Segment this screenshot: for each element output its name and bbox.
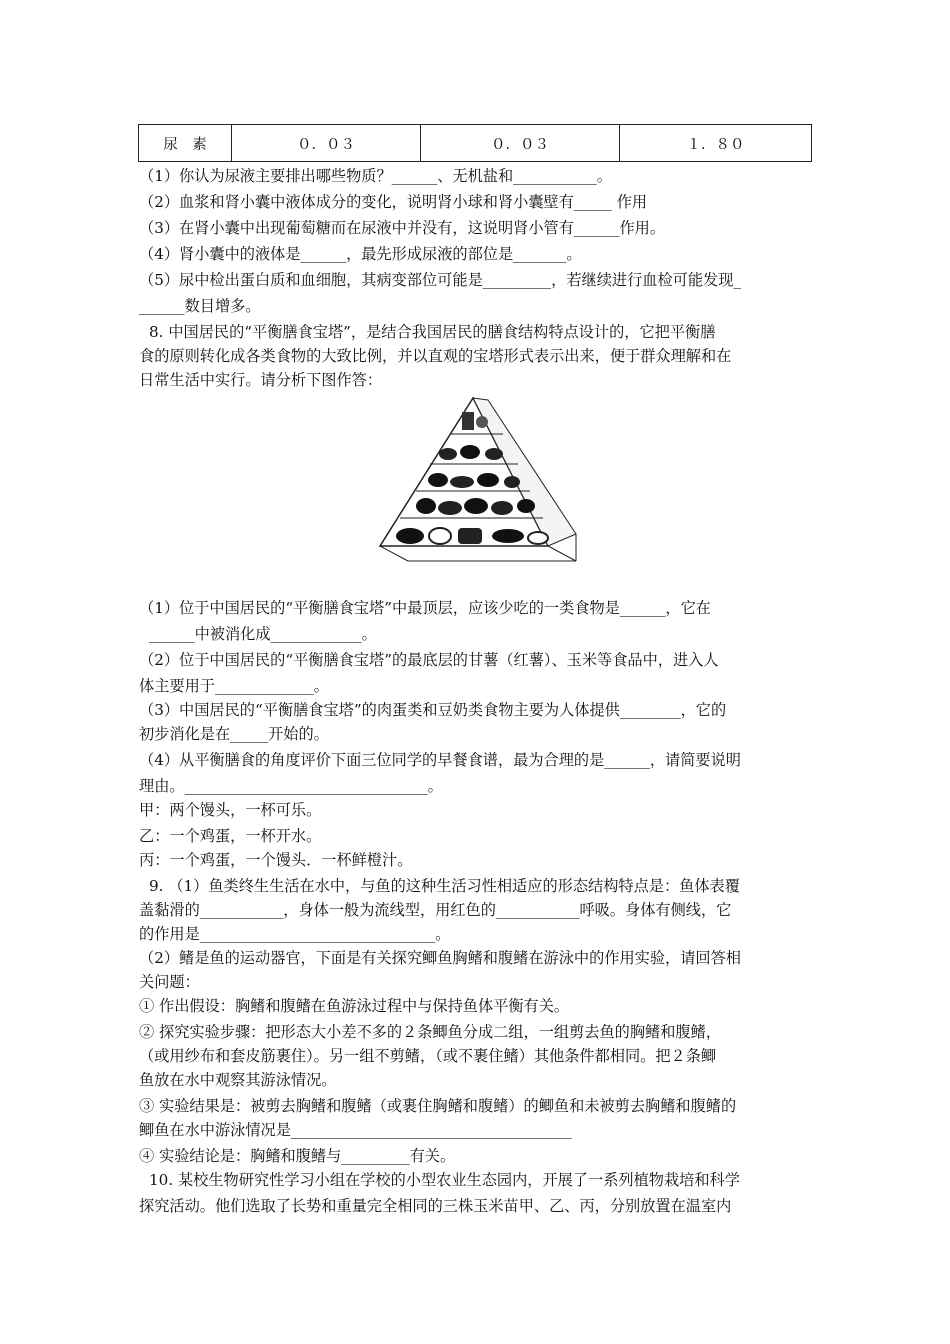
q8-part3: （3）中国居民的“平衡膳食宝塔”的肉蛋类和豆奶类食物主要为人体提供________，它的	[139, 701, 727, 719]
q9-part2-cont: 关问题：	[139, 973, 200, 991]
q7-part4: （4）肾小囊中的液体是______，最先形成尿液的部位是_______。	[139, 245, 582, 263]
q8-part2-cont: 体主要用于_____________。	[139, 677, 329, 695]
q9-result-cont: 鲫鱼在水中游泳情况是_____________________________________	[139, 1121, 572, 1139]
q8-part1: （1）位于中国居民的“平衡膳食宝塔”中最顶层，应该少吃的一类食物是______，它在	[139, 599, 711, 617]
q7-part5-cont: ______数目增多。	[139, 297, 261, 315]
table-cell: ０．０３	[421, 125, 620, 162]
urine-table	[138, 124, 812, 162]
q9-part1: 9. （1）鱼类终生生活在水中，与鱼的这种生活习性相适应的形态结构特点是：鱼体表覆	[149, 877, 740, 895]
q9-steps-cont: （或用纱布和套皮筋裹住）。另一组不剪鳍，（或不裹住鳍）其他条件都相同。把２条鲫	[139, 1047, 717, 1065]
q9-conclusion: ④ 实验结论是：胸鳍和腹鳍与_________有关。	[139, 1147, 456, 1165]
q9-part1-cont: 盖黏滑的___________，身体一般为流线型，用红色的___________呼吸。身体有侧线，它	[139, 901, 732, 919]
q8-part4-cont: 理由。________________________________。	[139, 777, 443, 795]
q8-intro-cont: 食的原则转化成各类食物的大致比例，并以直观的宝塔形式表示出来，便于群众理解和在	[139, 347, 732, 365]
q9-steps: ② 探究实验步骤：把形态大小差不多的２条鲫鱼分成二组，一组剪去鱼的胸鳍和腹鳍，	[139, 1023, 721, 1041]
q10-intro: 10. 某校生物研究性学习小组在学校的小型农业生态园内，开展了一系列植物栽培和科学	[149, 1171, 740, 1189]
q7-part5: （5）尿中检出蛋白质和血细胞，其病变部位可能是_________，若继续进行血检可能发现_	[139, 271, 741, 289]
menu-yi: 乙：一个鸡蛋，一杯开水。	[139, 827, 322, 845]
q8-part3-cont: 初步消化是在_____开始的。	[139, 725, 329, 743]
q9-part1-cont: 的作用是_______________________________。	[139, 925, 451, 943]
menu-jia: 甲：两个馒头，一杯可乐。	[139, 801, 322, 819]
q9-result: ③ 实验结果是：被剪去胸鳍和腹鳍（或裹住胸鳍和腹鳍）的鲫鱼和未被剪去胸鳍和腹鳍的	[139, 1097, 737, 1115]
menu-bing: 丙：一个鸡蛋，一个馒头．一杯鲜橙汁。	[139, 851, 413, 869]
table-row	[139, 125, 812, 162]
q8-intro-cont: 日常生活中实行。请分析下图作答：	[139, 371, 382, 389]
q8-intro: 8. 中国居民的“平衡膳食宝塔”，是结合我国居民的膳食结构特点设计的，它把平衡膳	[149, 323, 716, 341]
table-cell: ０．０３	[232, 125, 421, 162]
q9-steps-cont: 鱼放在水中观察其游泳情况。	[139, 1071, 337, 1089]
q8-part4: （4）从平衡膳食的角度评价下面三位同学的早餐食谱，最为合理的是______，请简要说明	[139, 751, 741, 769]
q7-part3: （3）在肾小囊中出现葡萄糖而在尿液中并没有，这说明肾小管有______作用。	[139, 219, 666, 237]
table-cell: 尿 素	[139, 125, 232, 162]
q9-hypothesis: ① 作出假设：胸鳍和腹鳍在鱼游泳过程中与保持鱼体平衡有关。	[139, 997, 570, 1015]
q7-part2: （2）血浆和肾小囊中液体成分的变化，说明肾小球和肾小囊壁有_____ 作用	[139, 193, 648, 211]
q7-part1: （1）你认为尿液主要排出哪些物质？______、无机盐和___________。	[139, 167, 612, 185]
q8-part1-cont: ______中被消化成____________。	[149, 625, 377, 643]
table-cell: １．８０	[620, 125, 812, 162]
q8-part2: （2）位于中国居民的“平衡膳食宝塔”的最底层的甘薯（红薯）、玉米等食品中，进入人	[139, 651, 719, 669]
q9-part2: （2）鳍是鱼的运动器官，下面是有关探究鲫鱼胸鳍和腹鳍在游泳中的作用实验，请回答相	[139, 949, 741, 967]
food-pyramid-image	[378, 396, 578, 566]
q10-intro-cont: 探究活动。他们选取了长势和重量完全相同的三株玉米苗甲、乙、丙，分别放置在温室内	[139, 1197, 732, 1215]
